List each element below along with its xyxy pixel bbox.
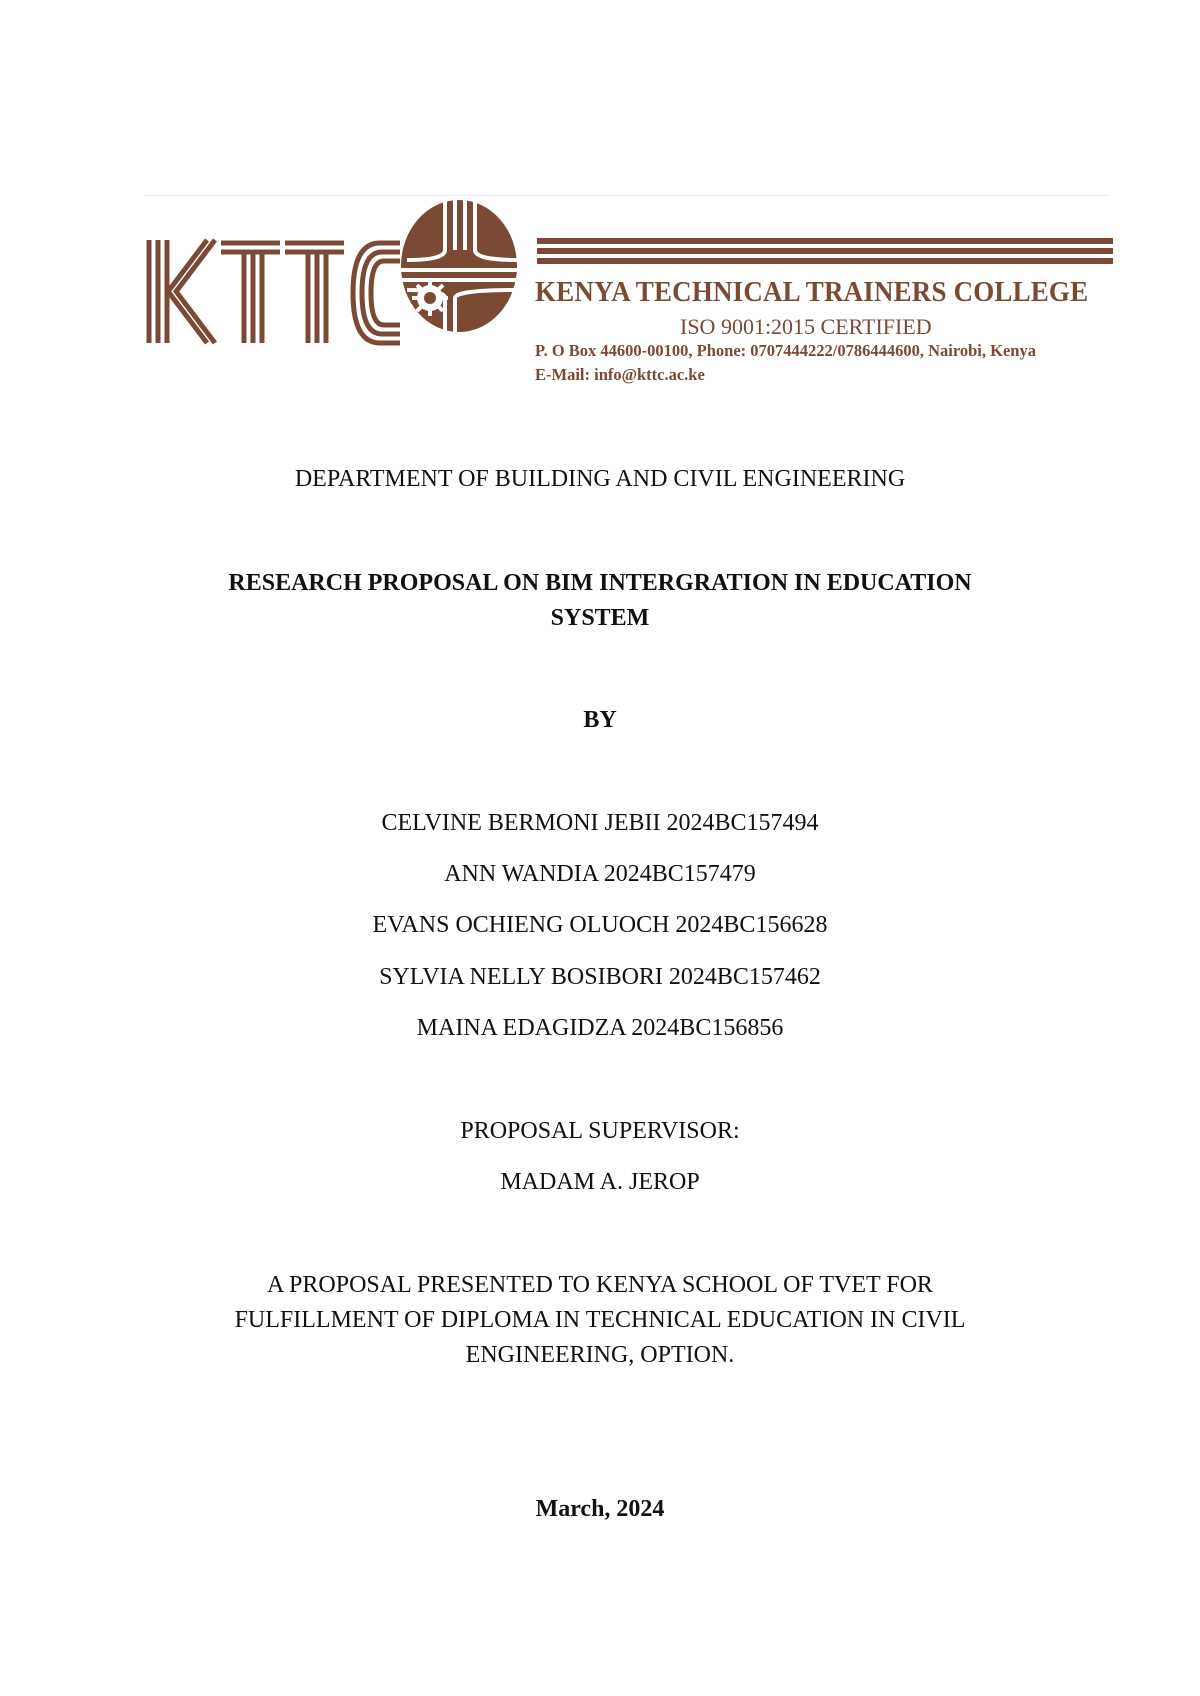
- logo-emblem: [401, 200, 517, 333]
- college-contact: P. O Box 44600-00100, Phone: 0707444222/0786444600, Nairobi, Kenya: [535, 341, 1036, 360]
- logo-letter-t2: [285, 243, 344, 343]
- logo-letter-t1: [221, 243, 280, 343]
- logo-letter-k: [149, 240, 215, 343]
- statement-line-3: ENGINEERING, OPTION.: [465, 1342, 735, 1368]
- college-email: E-Mail: info@kttc.ac.ke: [535, 365, 705, 384]
- author-5: MAINA EDAGIDZA 2024BC156856: [416, 1015, 784, 1041]
- by-label: BY: [583, 707, 617, 733]
- author-3: EVANS OCHIENG OLUOCH 2024BC156628: [372, 912, 828, 938]
- logo-letter-c: [353, 243, 400, 343]
- header-rule: [145, 195, 1110, 196]
- title-line-2: SYSTEM: [550, 605, 650, 631]
- statement-line-1: A PROPOSAL PRESENTED TO KENYA SCHOOL OF TVET FOR: [267, 1272, 933, 1298]
- iso-certification: ISO 9001:2015 CERTIFIED: [680, 314, 932, 339]
- college-name: KENYA TECHNICAL TRAINERS COLLEGE: [535, 276, 1089, 308]
- author-4: SYLVIA NELLY BOSIBORI 2024BC157462: [379, 964, 821, 990]
- supervisor-label: PROPOSAL SUPERVISOR:: [460, 1118, 740, 1144]
- author-1: CELVINE BERMONI JEBII 2024BC157494: [381, 810, 819, 836]
- title-line-1: RESEARCH PROPOSAL ON BIM INTERGRATION IN EDUCATION: [228, 570, 972, 596]
- letterhead: [145, 198, 1113, 388]
- submission-date: March, 2024: [535, 1496, 665, 1522]
- department-heading: DEPARTMENT OF BUILDING AND CIVIL ENGINEERING: [294, 466, 906, 492]
- logo-stripes: [537, 238, 1113, 264]
- author-2: ANN WANDIA 2024BC157479: [444, 861, 756, 887]
- statement-line-2: FULFILLMENT OF DIPLOMA IN TECHNICAL EDUCATION IN CIVIL: [234, 1307, 966, 1333]
- supervisor-name: MADAM A. JEROP: [500, 1169, 700, 1195]
